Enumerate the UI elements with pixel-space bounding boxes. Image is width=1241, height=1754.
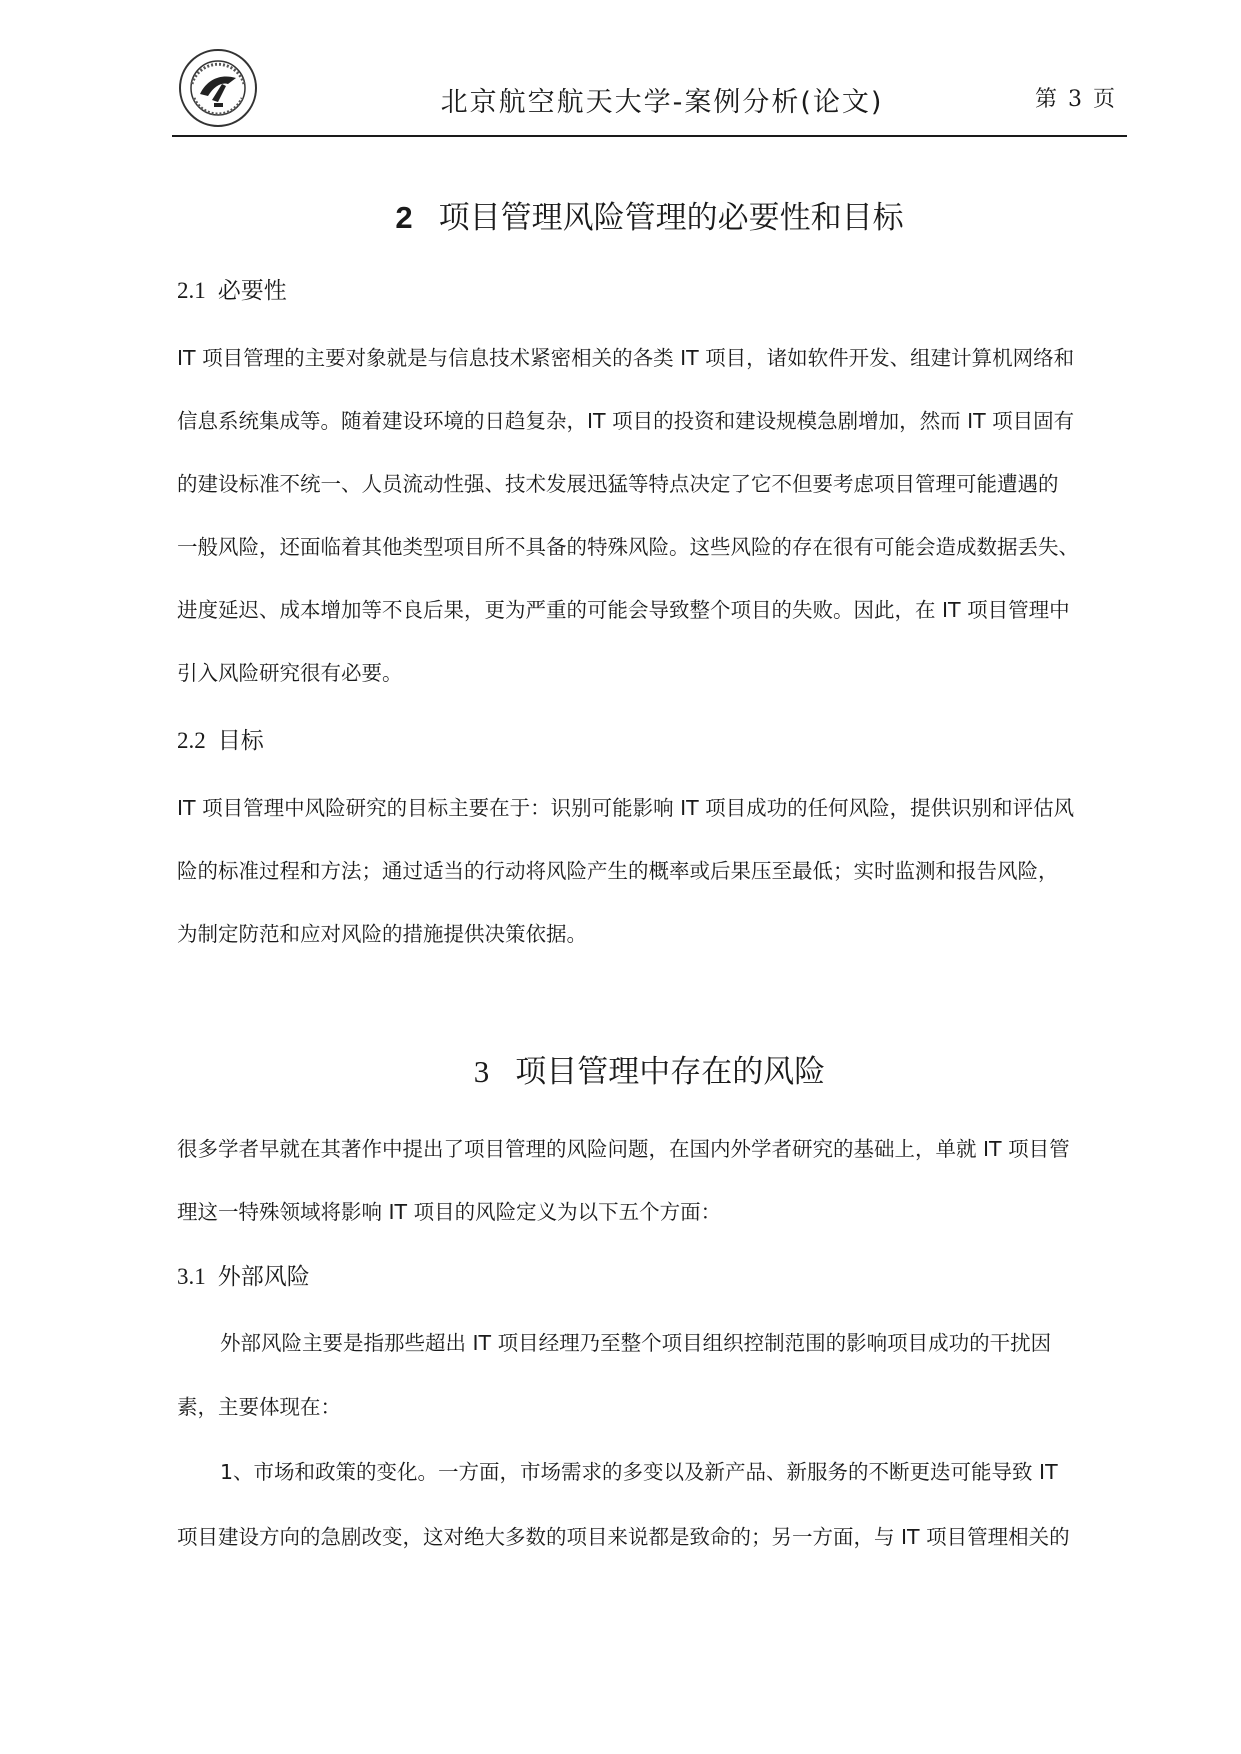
section-number: 2.2 <box>177 728 206 753</box>
chapter-title: 项目管理中存在的风险 <box>515 1054 826 1090</box>
paragraph-line: 很多学者早就在其著作中提出了项目管理的风险问题，在国内外学者研究的基础上，单就 IT 项目管 <box>177 1137 1070 1161</box>
section-title: 必要性 <box>217 278 287 304</box>
paragraph-line: 1、市场和政策的变化。一方面，市场需求的多变以及新产品、新服务的不断更迭可能导致 IT <box>220 1460 1058 1484</box>
university-seal-icon <box>178 48 258 128</box>
paragraph-line: 素，主要体现在： <box>177 1395 341 1419</box>
chapter-number: 2 <box>395 200 413 235</box>
chapter-title: 项目管理风险管理的必要性和目标 <box>438 200 904 236</box>
section-2-1-heading <box>177 272 287 305</box>
chapter-3-heading <box>172 1046 1127 1091</box>
section-title: 外部风险 <box>217 1264 310 1290</box>
section-2-2-heading <box>177 722 264 755</box>
page-number: 第 3 页 <box>1035 87 1117 112</box>
header-divider <box>172 135 1127 137</box>
paragraph-line: 外部风险主要是指那些超出 IT 项目经理乃至整个项目组织控制范围的影响项目成功的干扰因 <box>220 1331 1052 1355</box>
paragraph-line: IT 项目管理的主要对象就是与信息技术紧密相关的各类 IT 项目，诸如软件开发、组建计算机网络和 <box>177 346 1075 370</box>
page-header <box>172 42 1127 137</box>
section-number: 3.1 <box>177 1264 206 1289</box>
paragraph-line: 项目建设方向的急剧改变，这对绝大多数的项目来说都是致命的；另一方面，与 IT 项目管理相关的 <box>177 1525 1070 1549</box>
paragraph-line: 进度延迟、成本增加等不良后果，更为严重的可能会导致整个项目的失败。因此，在 IT 项目管理中 <box>177 598 1070 622</box>
paragraph-line: 为制定防范和应对风险的措施提供决策依据。 <box>177 922 587 946</box>
section-title: 目标 <box>217 728 264 754</box>
paragraph-line: 引入风险研究很有必要。 <box>177 661 403 685</box>
section-3-1-heading <box>177 1258 310 1291</box>
paragraph-line: 的建设标准不统一、人员流动性强、技术发展迅猛等特点决定了它不但要考虑项目管理可能遭遇的 <box>177 472 1059 496</box>
paragraph-line: 理这一特殊领域将影响 IT 项目的风险定义为以下五个方面： <box>177 1200 722 1224</box>
chapter-number: 3 <box>473 1054 490 1089</box>
paragraph-line: 险的标准过程和方法；通过适当的行动将风险产生的概率或后果压至最低；实时监测和报告风险， <box>177 859 1059 883</box>
chapter-2-heading <box>172 192 1127 237</box>
paragraph-line: 信息系统集成等。随着建设环境的日趋复杂，IT 项目的投资和建设规模急剧增加，然而 IT 项目固有 <box>177 409 1075 433</box>
header-title: 北京航空航天大学-案例分析(论文) <box>440 87 884 118</box>
paragraph-line: 一般风险，还面临着其他类型项目所不具备的特殊风险。这些风险的存在很有可能会造成数据丢失、 <box>177 535 1079 559</box>
paragraph-line: IT 项目管理中风险研究的目标主要在于：识别可能影响 IT 项目成功的任何风险，提供识别和评估风 <box>177 796 1075 820</box>
section-number: 2.1 <box>177 278 206 303</box>
